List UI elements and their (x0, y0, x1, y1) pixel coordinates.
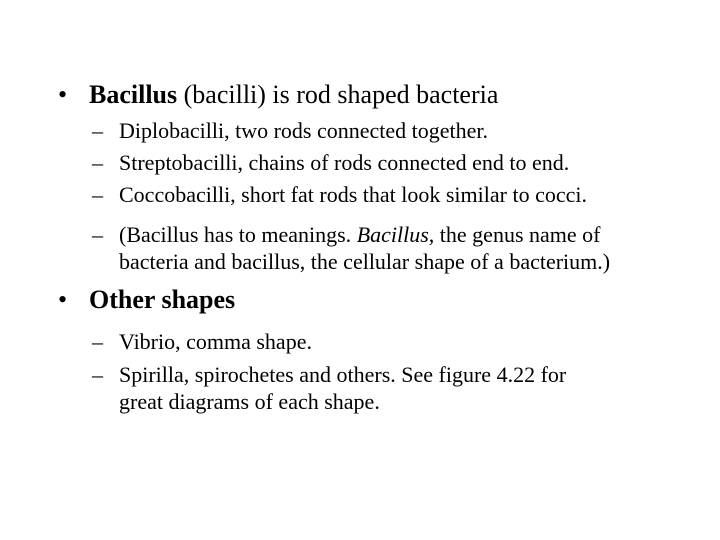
subitem-text: Streptobacilli, chains of rods connected end to end. (119, 150, 570, 175)
bullet-rest: (bacilli) is rod shaped bacteria (177, 80, 499, 109)
text-after: the genus name of (434, 222, 601, 247)
subitem-text: Spirilla, spirochetes and others. See figure 4.22 for (119, 362, 567, 387)
bullet-text (89, 80, 498, 110)
bold-term: Bacillus (89, 80, 178, 109)
subitem-text: Vibrio, comma shape. (119, 329, 312, 354)
dash-marker: – (92, 118, 103, 143)
bold-term: Other shapes (89, 285, 236, 314)
bullet-marker: • (58, 285, 68, 314)
dash-marker: – (92, 329, 103, 354)
dash-marker: – (92, 150, 103, 175)
bullet-text (89, 285, 235, 315)
subitem-text (119, 221, 600, 248)
subitem-continuation: great diagrams of each shape. (119, 389, 380, 414)
subitem-continuation: bacteria and bacillus, the cellular shape of a bacterium.) (119, 249, 611, 274)
italic-genus: Bacillus, (356, 222, 435, 247)
dash-marker: – (92, 182, 103, 207)
dash-marker: – (92, 222, 103, 247)
dash-marker: – (92, 362, 103, 387)
bullet-marker: • (58, 80, 68, 109)
text-before: (Bacillus has to meanings. (119, 222, 357, 247)
subitem-text: Coccobacilli, short fat rods that look similar to cocci. (119, 182, 587, 207)
subitem-text: Diplobacilli, two rods connected together. (119, 118, 489, 143)
